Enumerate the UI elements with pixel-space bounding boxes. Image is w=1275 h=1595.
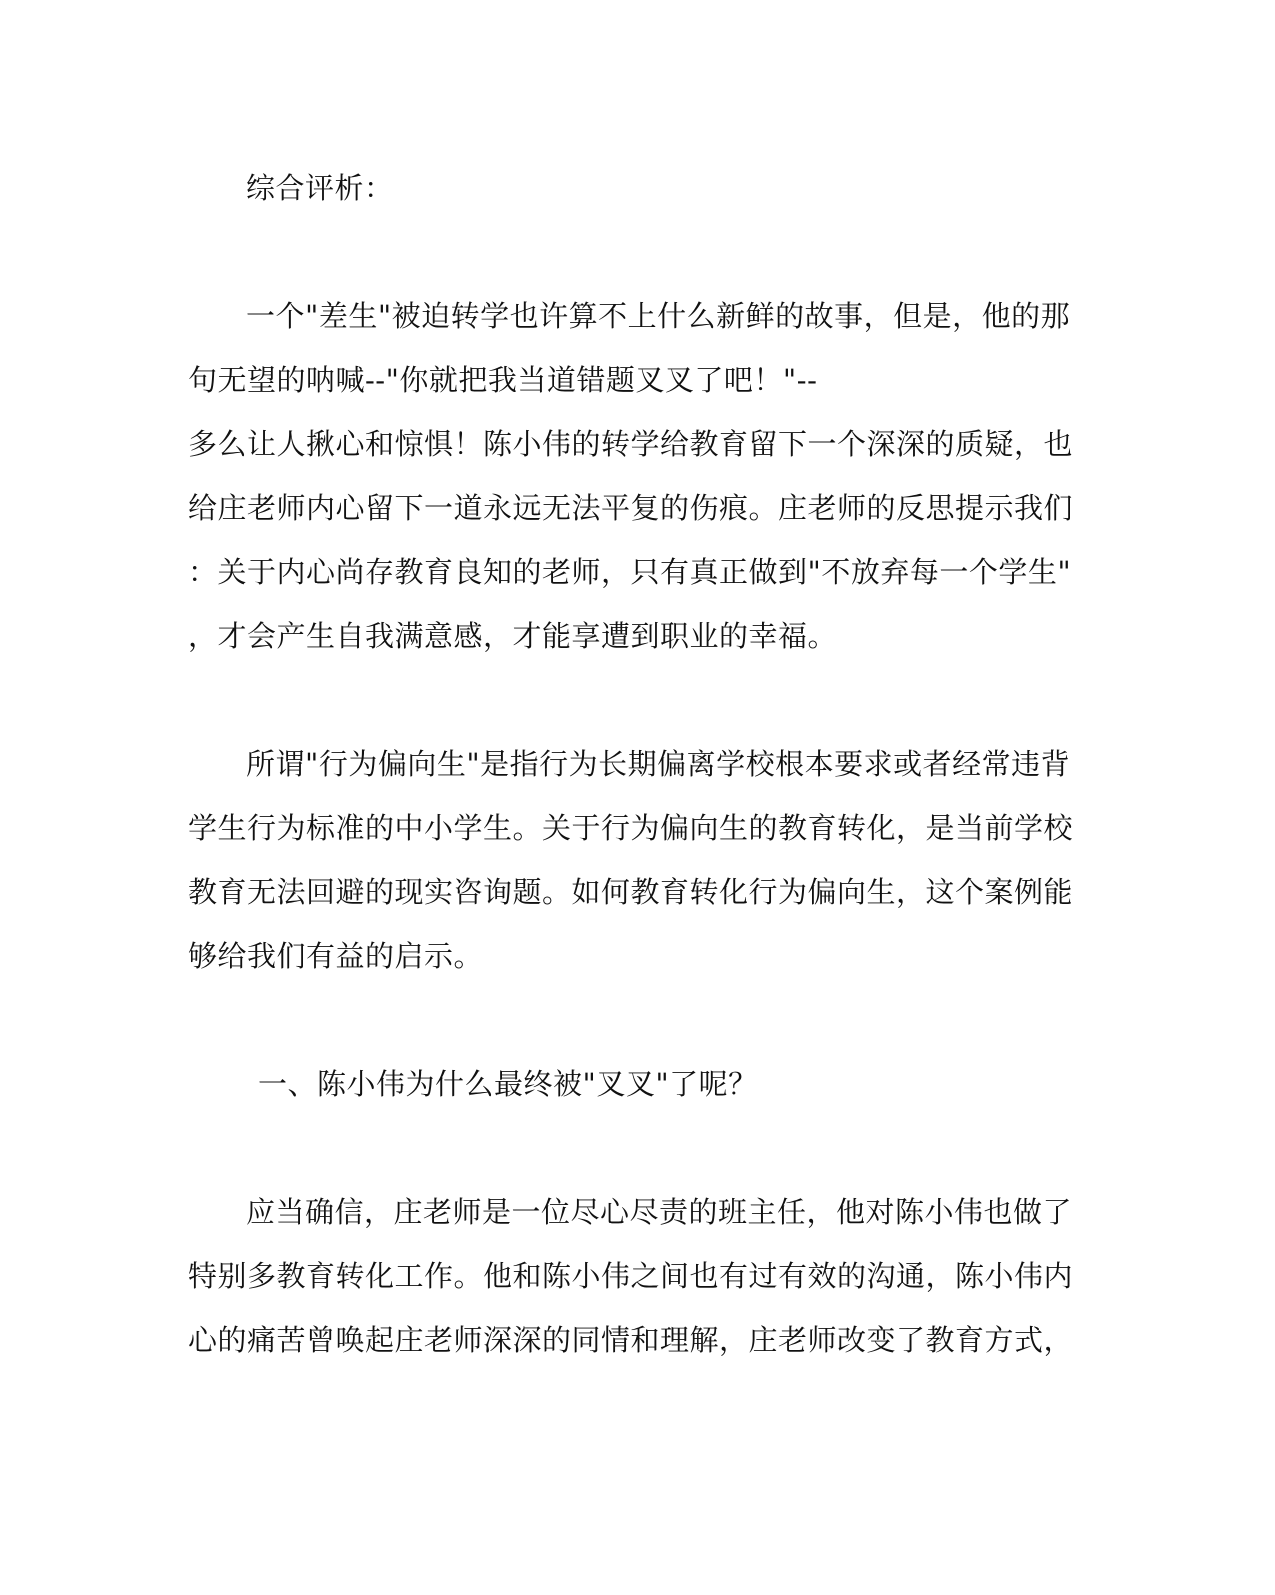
paragraph-line: 句无望的呐喊--"你就把我当道错题叉叉了吧！"-- [188, 363, 818, 397]
paragraph-line: 所谓"行为偏向生"是指行为长期偏离学校根本要求或者经常违背 [246, 747, 1071, 781]
section-heading: 一、陈小伟为什么最终被"叉叉"了呢？ [258, 1067, 758, 1101]
paragraph-line: ：关于内心尚存教育良知的老师，只有真正做到"不放弃每一个学生" [188, 555, 1072, 589]
paragraph-line: 多么让人揪心和惊惧！陈小伟的转学给教育留下一个深深的质疑，也 [188, 427, 1074, 461]
paragraph-line: 一个"差生"被迫转学也许算不上什么新鲜的故事，但是，他的那 [246, 299, 1071, 333]
paragraph-line: 应当确信，庄老师是一位尽心尽责的班主任，他对陈小伟也做了 [246, 1195, 1073, 1229]
paragraph-line: 学生行为标准的中小学生。关于行为偏向生的教育转化，是当前学校 [188, 811, 1074, 845]
paragraph-line: 心的痛苦曾唤起庄老师深深的同情和理解，庄老师改变了教育方式， [188, 1323, 1074, 1357]
heading-summary: 综合评析： [246, 171, 394, 205]
paragraph-line: ，才会产生自我满意感，才能享遭到职业的幸福。 [188, 619, 838, 653]
paragraph-line: 特别多教育转化工作。他和陈小伟之间也有过有效的沟通，陈小伟内 [188, 1259, 1074, 1293]
paragraph-line: 教育无法回避的现实咨询题。如何教育转化行为偏向生，这个案例能 [188, 875, 1074, 909]
paragraph-line: 给庄老师内心留下一道永远无法平复的伤痕。庄老师的反思提示我们 [188, 491, 1074, 525]
paragraph-line: 够给我们有益的启示。 [188, 939, 484, 973]
